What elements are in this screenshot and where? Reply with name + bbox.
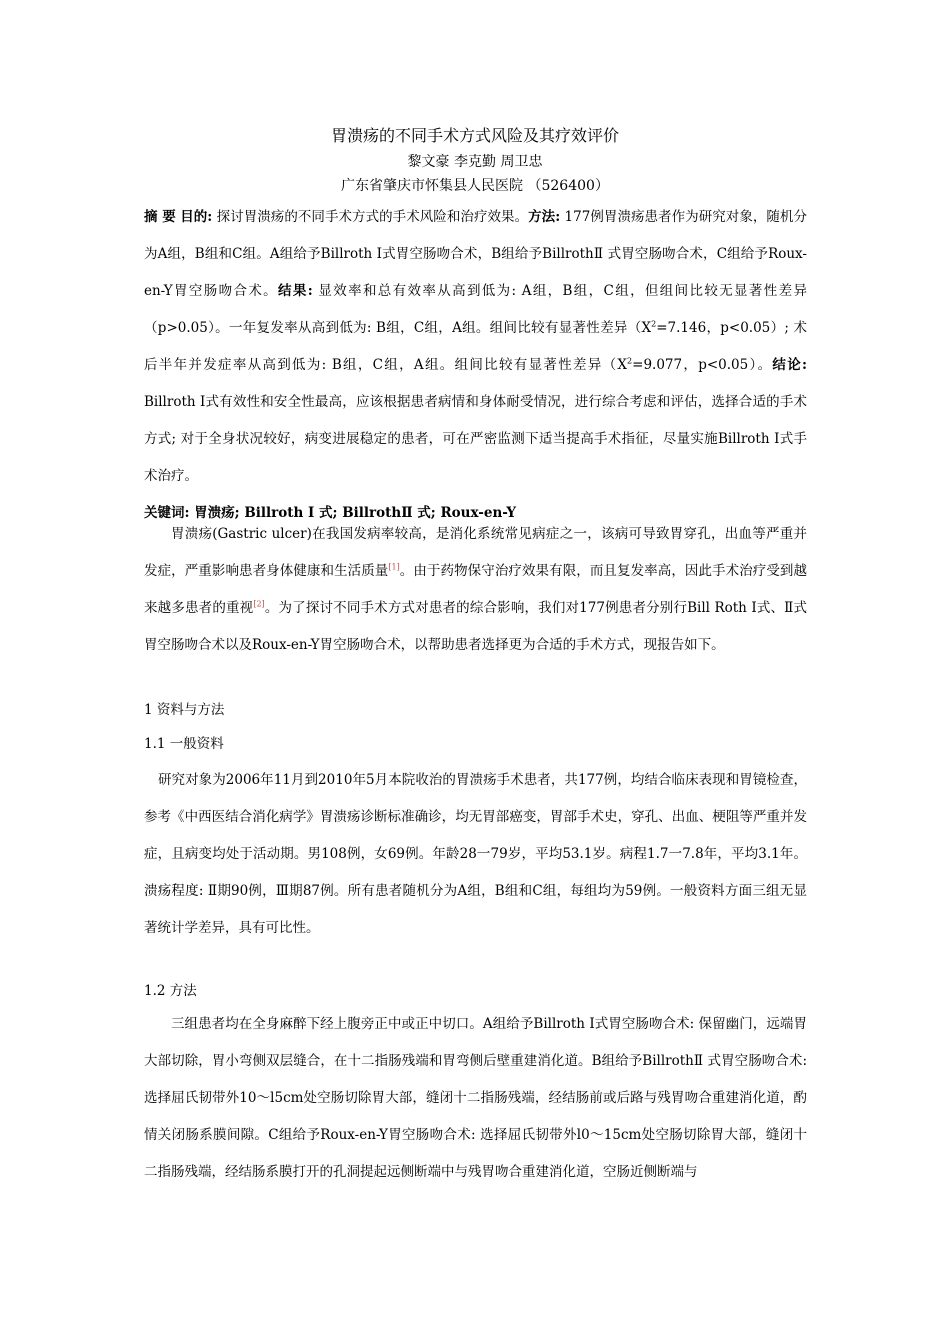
citation-ref-1[interactable]: [1] (388, 562, 400, 572)
subsection-1-1-paragraph: 研究对象为2006年11月到2010年5月本院收治的胃溃疡手术患者，共177例，均结合临床表现和胃镜检查，参考《中西医结合消化病学》胃溃疡诊断标准确诊，均无胃部癌变，胃部手术史，穿孔、出血、梗阻等严重并发症，且病变均处于活动期。男108例，女69例。年龄28一79岁，平均53.1岁。病程1.7一7.8年，平均3.1年。溃疡程度: Ⅱ期90例，Ⅲ期87例。所有患者随机分为A组，B组和C组，每组均为59例。一般资料方面三组无显著统计学差异，具有可比性。 (144, 772, 807, 936)
subsection-1-2-paragraph: 三组患者均在全身麻醉下经上腹旁正中或正中切口。A组给予Billroth I式胃空肠吻合术: 保留幽门，远端胃大部切除，胃小弯侧双层缝合，在十二指肠残端和胃弯侧后壁重建消化道。B组给予BillrothⅡ 式胃空肠吻合术: 选择屈氏韧带外10～l5cm处空肠切除胃大部，缝闭十二指肠残端，经结肠前或后路与残胃吻合重建消化道，酌情关闭肠系膜间隙。C组给予Roux-en-Y胃空肠吻合术: 选择屈氏韧带外l0～15cm处空肠切除胃大部，缝闭十二指肠残端，经结肠系膜打开的孔洞提起远侧断端中与残胃吻合重建消化道，空肠近侧断端与 (144, 1016, 807, 1180)
intro-text-1: 胃溃疡(Gastric ulcer)在我国发病率较高，是消化系统常见病症之一，该病可导致胃穿孔，出血等严重并发症，严重影响患者身体健康和生活质量 (144, 526, 807, 579)
citation-ref-2[interactable]: [2] (253, 599, 265, 609)
paper-authors: 黎文豪 李克勤 周卫忠 (407, 154, 543, 170)
chi-square-superscript: 2 (651, 319, 657, 329)
result-text-a: 显效率和总有效率从高到低为: A组，B组，C组，但组间比较无显著性差异（p>0.05）。一年复发率从高到低为: B组，C组，A组。组间比较有显著性差异（X (144, 283, 807, 336)
paper-title: 胃溃疡的不同手术方式风险及其疗效评价 (330, 126, 619, 145)
abstract-label: 摘 要 (144, 209, 176, 225)
purpose-text: 探讨胃溃疡的不同手术方式的手术风险和治疗效果。 (212, 209, 529, 225)
method-label: 方法: (528, 209, 561, 225)
result-text-b: =7.146，p<0.05）; 术后半年并发症率从高到低为: B组，C组，A组。组间比较有显著性差异（X (144, 320, 807, 373)
subsection-heading-1-1: 1.1 一般资料 (144, 736, 224, 752)
chi-square-superscript: 2 (627, 356, 633, 366)
result-text-c: =9.077，p<0.05）。 (632, 357, 773, 373)
intro-text-2: 。由于药物保守治疗效果有限，而且复发率高，因此手术治疗受到越来越多患者的重视 (144, 563, 808, 616)
abstract-block (144, 199, 807, 532)
method-text: 177例胃溃疡患者作为研究对象，随机分为A组，B组和C组。A组给予Billroth I式胃空肠吻合术，B组给予BillrothⅡ 式胃空肠吻合术，C组给予Roux-en-Y胃空肠吻合术。 (144, 209, 808, 299)
keywords-label: 关键词: (144, 505, 190, 521)
intro-text-3: 。为了探讨不同手术方式对患者的综合影响，我们对177例患者分别行Bill Roth Ⅰ式、Ⅱ式胃空肠吻合术以及Roux-en-Y胃空肠吻合术，以帮助患者选择更为合适的手术方式，现报告如下。 (144, 600, 807, 653)
purpose-label: 目的: (180, 209, 213, 225)
intro-paragraph (144, 516, 807, 664)
keywords-text: 胃溃疡; Billroth I 式; BillrothⅡ 式; Roux-en-Y (189, 505, 517, 521)
section-heading: 1 资料与方法 (144, 702, 225, 718)
result-label: 结果: (278, 283, 313, 299)
paper-affiliation: 广东省肇庆市怀集县人民医院 （526400） (341, 178, 609, 194)
conclusion-text: Billroth I式有效性和安全性最高，应该根据患者病情和身体耐受情况，进行综合考虑和评估，选择合适的手术方式; 对于全身状况较好，病变进展稳定的患者，可在严密监测下适当提高手术指征，尽量实施Billroth I式手术治疗。 (144, 394, 807, 484)
subsection-heading-1-2: 1.2 方法 (144, 983, 197, 999)
conclusion-label: 结论: (772, 357, 808, 373)
